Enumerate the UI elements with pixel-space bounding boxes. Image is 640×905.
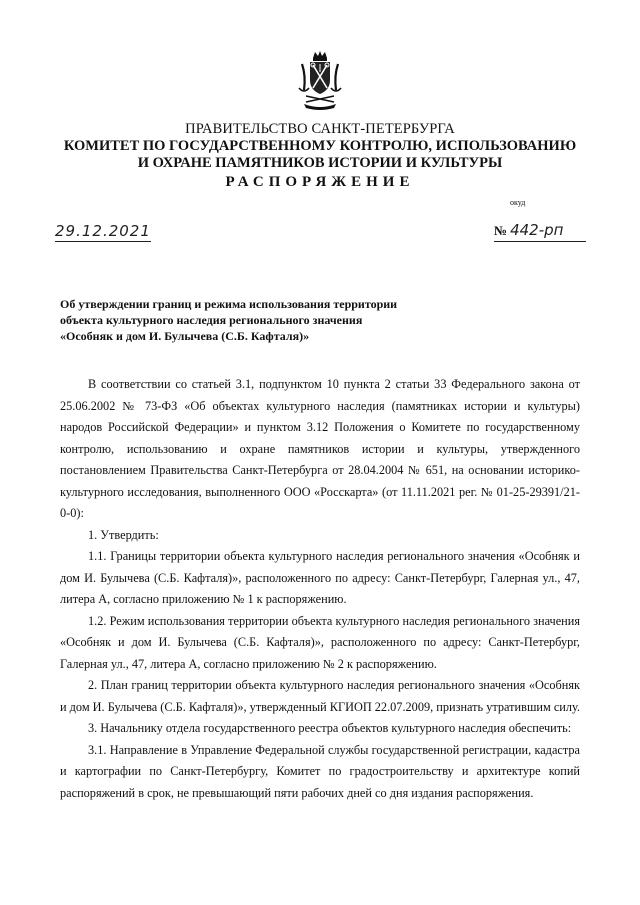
committee-name-line1: КОМИТЕТ ПО ГОСУДАРСТВЕННОМУ КОНТРОЛЮ, ИСПОЛЬЗОВАНИЮ bbox=[63, 138, 577, 154]
document-number bbox=[494, 221, 586, 242]
coat-of-arms-icon bbox=[296, 50, 344, 110]
paragraph-preamble: В соответствии со статьей 3.1, подпунктом 10 пункта 2 статьи 33 Федерального закона от 25.06.2002 № 73-ФЗ «Об объектах культурного наследия (памятниках истории и культуры) народов Российской Федерации» и пунктом 3.12 Положения о Комитете по государственному контролю, использованию и охране памятников истории и культуры, утвержденного постановлением Правительства Санкт-Петербурга от 28.04.2004 № 651, на основании историко-культурного исследования, выполненного ООО «Росскарта» (от 11.11.2021 рег. № 01-25-29391/21-0-0): bbox=[60, 377, 580, 520]
committee-name-line2: И ОХРАНЕ ПАМЯТНИКОВ ИСТОРИИ И КУЛЬТУРЫ bbox=[137, 155, 503, 171]
paragraph-2: 2. План границ территории объекта культурного наследия регионального значения «Особняк и дом И. Булычева (С.Б. Кафталя)», утвержденный КГИОП 22.07.2009, признать утратившим силу. bbox=[60, 678, 581, 714]
subject-line2: объекта культурного наследия регионального значения bbox=[60, 313, 363, 327]
paragraph-1-2: 1.2. Режим использования территории объекта культурного наследия регионального значения «Особняк и дом И. Булычева (С.Б. Кафталя)», расположенного по адресу: Санкт-Петербург, Галерная ул., 47, литера А, согласно приложению № 2 к распоряжению. bbox=[60, 613, 580, 671]
paragraph-1: 1. Утвердить: bbox=[88, 527, 159, 542]
paragraph-1-1: 1.1. Границы территории объекта культурного наследия регионального значения «Особняк и дом И. Булычева (С.Б. Кафталя)», расположенного по адресу: Санкт-Петербург, Галерная ул., 47, литера А, согласно приложению № 1 к распоряжению. bbox=[60, 549, 580, 606]
subject-line3: «Особняк и дом И. Булычева (С.Б. Кафталя)» bbox=[60, 329, 310, 343]
document-date: 29.12.2021 bbox=[55, 222, 151, 240]
number-sign: № bbox=[494, 223, 508, 238]
government-name: ПРАВИТЕЛЬСТВО САНКТ-ПЕТЕРБУРГА bbox=[185, 121, 455, 137]
paragraph-3: 3. Начальнику отдела государственного реестра объектов культурного наследия обеспечить: bbox=[88, 721, 572, 735]
document-type: РАСПОРЯЖЕНИЕ bbox=[225, 174, 415, 190]
document-body bbox=[60, 374, 580, 804]
subject-line1: Об утверждении границ и режима использования территории bbox=[60, 297, 398, 311]
paragraph-3-1: 3.1. Направление в Управление Федеральной службы государственной регистрации, кадастра и картографии по Санкт-Петербургу, Комитет по градостроительству и архитектуре копий распоряжений в срок, не превышающий пяти рабочих дней со дня издания распоряжения. bbox=[60, 742, 580, 800]
committee-name bbox=[0, 138, 640, 172]
document-subject bbox=[60, 296, 420, 344]
number-value: 442-рп bbox=[510, 221, 564, 239]
okud-label: окуд bbox=[510, 198, 526, 207]
